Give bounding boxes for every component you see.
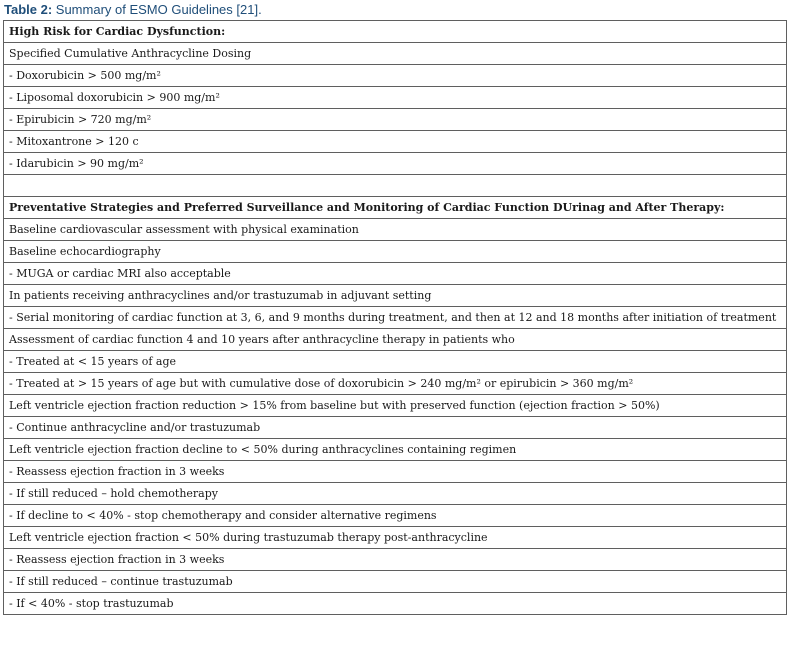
table-cell: - If still reduced – hold chemotherapy xyxy=(4,483,787,505)
table-row xyxy=(4,21,787,43)
table-cell: - Continue anthracycline and/or trastuzumab xyxy=(4,417,787,439)
table-row xyxy=(4,307,787,329)
table-row xyxy=(4,483,787,505)
table-cell: - Mitoxantrone > 120 c xyxy=(4,131,787,153)
table-cell: - If still reduced – continue trastuzumab xyxy=(4,571,787,593)
table-cell: High Risk for Cardiac Dysfunction: xyxy=(4,21,787,43)
table-cell: In patients receiving anthracyclines and/or trastuzumab in adjuvant setting xyxy=(4,285,787,307)
table-caption xyxy=(4,2,262,17)
table-cell: - Doxorubicin > 500 mg/m² xyxy=(4,65,787,87)
table-cell: - Epirubicin > 720 mg/m² xyxy=(4,109,787,131)
table-cell: - Idarubicin > 90 mg/m² xyxy=(4,153,787,175)
table-row xyxy=(4,505,787,527)
table-row xyxy=(4,417,787,439)
table-row xyxy=(4,285,787,307)
table-row xyxy=(4,571,787,593)
table-row xyxy=(4,373,787,395)
table-row xyxy=(4,65,787,87)
table-row xyxy=(4,395,787,417)
table-row xyxy=(4,153,787,175)
table-row xyxy=(4,197,787,219)
table-cell xyxy=(4,175,787,197)
table-row xyxy=(4,241,787,263)
table-cell: - Reassess ejection fraction in 3 weeks xyxy=(4,461,787,483)
table-row xyxy=(4,351,787,373)
table-cell: Left ventricle ejection fraction < 50% during trastuzumab therapy post-anthracycline xyxy=(4,527,787,549)
table-cell: - Serial monitoring of cardiac function at 3, 6, and 9 months during treatment, and then at 12 and 18 months after initiation of treatment xyxy=(4,307,787,329)
table-body xyxy=(4,21,787,615)
table-cell: - Liposomal doxorubicin > 900 mg/m² xyxy=(4,87,787,109)
table-cell: - Treated at < 15 years of age xyxy=(4,351,787,373)
table-row xyxy=(4,439,787,461)
esmo-guidelines-table xyxy=(3,20,787,615)
table-caption-text: Summary of ESMO Guidelines [21]. xyxy=(52,2,262,17)
table-row xyxy=(4,461,787,483)
table-cell: Left ventricle ejection fraction reduction > 15% from baseline but with preserved function (ejection fraction > 50%) xyxy=(4,395,787,417)
table-caption-label: Table 2: xyxy=(4,2,53,17)
table-cell: Specified Cumulative Anthracycline Dosing xyxy=(4,43,787,65)
table-row xyxy=(4,263,787,285)
table-row xyxy=(4,131,787,153)
table-row xyxy=(4,329,787,351)
table-row xyxy=(4,593,787,615)
table-cell: - MUGA or cardiac MRI also acceptable xyxy=(4,263,787,285)
table-row xyxy=(4,109,787,131)
table-cell: Baseline cardiovascular assessment with physical examination xyxy=(4,219,787,241)
table-row xyxy=(4,43,787,65)
table-row xyxy=(4,219,787,241)
table-cell: - Reassess ejection fraction in 3 weeks xyxy=(4,549,787,571)
table-cell: - If decline to < 40% - stop chemotherapy and consider alternative regimens xyxy=(4,505,787,527)
table-row xyxy=(4,549,787,571)
table-row xyxy=(4,527,787,549)
table-cell: Left ventricle ejection fraction decline to < 50% during anthracyclines containing regimen xyxy=(4,439,787,461)
table-cell: Preventative Strategies and Preferred Surveillance and Monitoring of Cardiac Function DUrinag and After Therapy: xyxy=(4,197,787,219)
table-row-empty xyxy=(4,175,787,197)
table-row xyxy=(4,87,787,109)
table-cell: - Treated at > 15 years of age but with cumulative dose of doxorubicin > 240 mg/m² or epirubicin > 360 mg/m² xyxy=(4,373,787,395)
table-cell: Baseline echocardiography xyxy=(4,241,787,263)
table-cell: - If < 40% - stop trastuzumab xyxy=(4,593,787,615)
table-cell: Assessment of cardiac function 4 and 10 years after anthracycline therapy in patients who xyxy=(4,329,787,351)
